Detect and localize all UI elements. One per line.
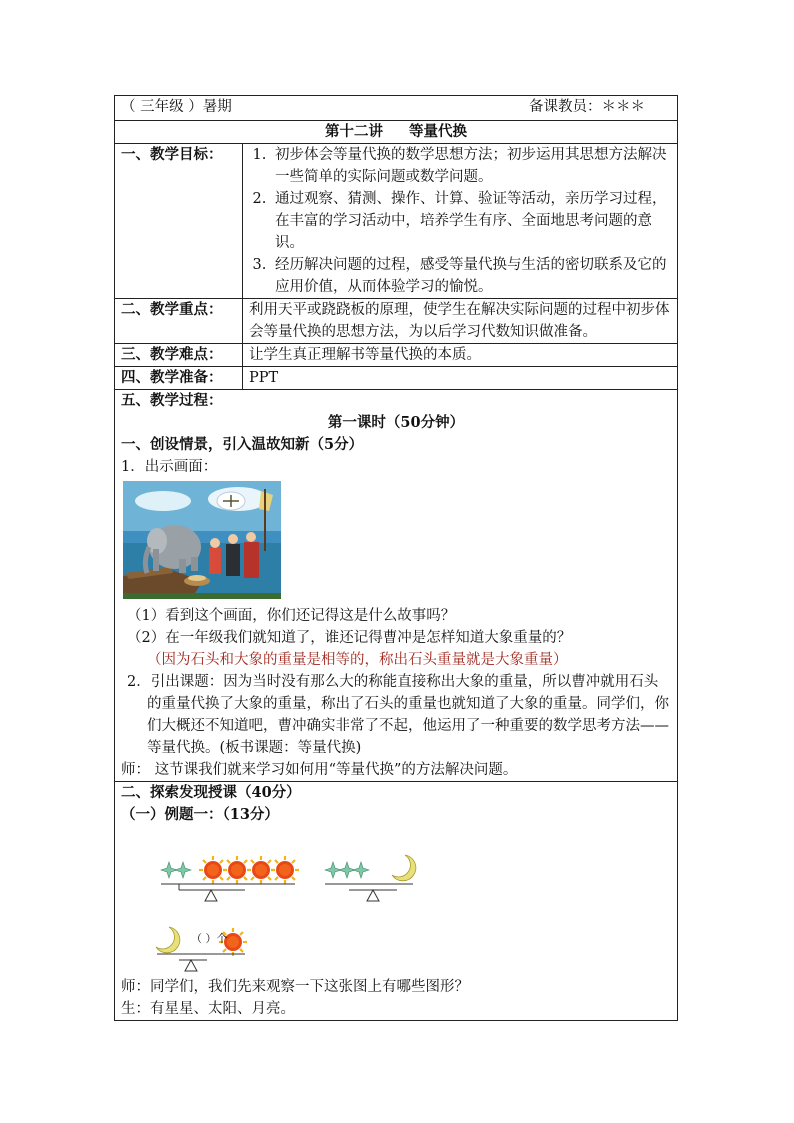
sun-icon [223, 856, 251, 884]
part1-title: 一、创设情景，引入温故知新（5分） [121, 436, 364, 453]
balance-2 [325, 855, 416, 901]
sun-icon [247, 856, 275, 884]
difficulties-text: 让学生真正理解书等量代换的本质。 [243, 344, 678, 367]
lesson-plan-page [114, 95, 677, 1021]
preparation-label: 四、教学准备： [115, 367, 243, 390]
moon-icon [156, 927, 180, 953]
goal-item: 3. 经历解决问题的过程，感受等量代换与生活的密切联系及它的应用价值，从而体验学习的愉悦。 [271, 254, 671, 298]
goals-label: 一、教学目标： [115, 144, 243, 299]
goal-item: 2. 通过观察、猜测、操作、计算、验证等活动，亲历学习过程，在丰富的学习活动中，培养学生有序、全面地思考问题的意识。 [271, 188, 671, 254]
cao-chong-weighs-elephant-illustration [123, 481, 281, 599]
step1-text: 1．出示画面： [121, 459, 218, 475]
header-row [115, 96, 678, 121]
process-row [115, 390, 678, 782]
lesson-number: 第十二讲 [325, 123, 383, 140]
goals-row [115, 144, 678, 299]
preparation-text: PPT [243, 367, 678, 390]
lesson-plan-table [114, 95, 678, 1021]
balance-1 [161, 856, 299, 901]
grade-term: （ 三年级 ）暑期 [121, 99, 232, 115]
sun-icon [199, 856, 227, 884]
balance-diagrams [121, 826, 671, 976]
title-row [115, 121, 678, 144]
answer-text: （因为石头和大象的重量是相等的，称出石头重量就是大象重量） [147, 652, 568, 668]
key-points-text: 利用天平或跷跷板的原理，使学生在解决实际问题的过程中初步体会等量代换的思想方法，为以后学习代数知识做准备。 [243, 299, 678, 344]
question-2: （2）在一年级我们就知道了，谁还记得曹冲是怎样知道大象重量的？ [127, 630, 572, 646]
teacher-question: 师：同学们，我们先来观察一下这张图上有哪些图形？ [121, 979, 469, 995]
sun-icon [271, 856, 299, 884]
period-title: 第一课时（50分钟） [327, 414, 465, 431]
preparation-row [115, 367, 678, 390]
moon-icon [392, 855, 416, 881]
step2-text: 2．引出课题：因为当时没有那么大的称能直接称出大象的重量，所以曹冲就用石头的重量代换了大象的重量，称出了石头的重量也就知道了大象的重量。同学们，你们大概还不知道吧，曹冲确实非常了不起，他运用了一种重要的数学思考方法——等量代换。(板书课题：等量代换) [127, 674, 669, 756]
key-points-label: 二、教学重点： [115, 299, 243, 344]
teacher-name: 备课教员：＊＊＊ [529, 99, 645, 115]
question-1: （1）看到这个画面，你们还记得这是什么故事吗？ [127, 608, 456, 624]
part2-title: 二、探索发现授课（40分） [121, 784, 301, 801]
star-icon [353, 862, 369, 878]
difficulties-label: 三、教学难点： [115, 344, 243, 367]
goal-item: 1. 初步体会等量代换的数学思想方法；初步运用其思想方法解决一些简单的实际问题或数学问题。 [271, 144, 671, 188]
difficulties-row [115, 344, 678, 367]
student-answer: 生：有星星、太阳、月亮。 [121, 1001, 295, 1017]
star-icon [175, 862, 191, 878]
process-label: 五、教学过程： [121, 392, 223, 409]
teacher-line: 师： 这节课我们就来学习如何用“等量代换”的方法解决问题。 [121, 762, 518, 778]
blank-count-label: （ ）个 [191, 932, 228, 945]
goals-list [249, 144, 671, 298]
key-points-row [115, 299, 678, 344]
part2-row [115, 782, 678, 1021]
lesson-topic: 等量代换 [409, 123, 467, 140]
example1-title: （一）例题一：（13分） [121, 806, 279, 823]
